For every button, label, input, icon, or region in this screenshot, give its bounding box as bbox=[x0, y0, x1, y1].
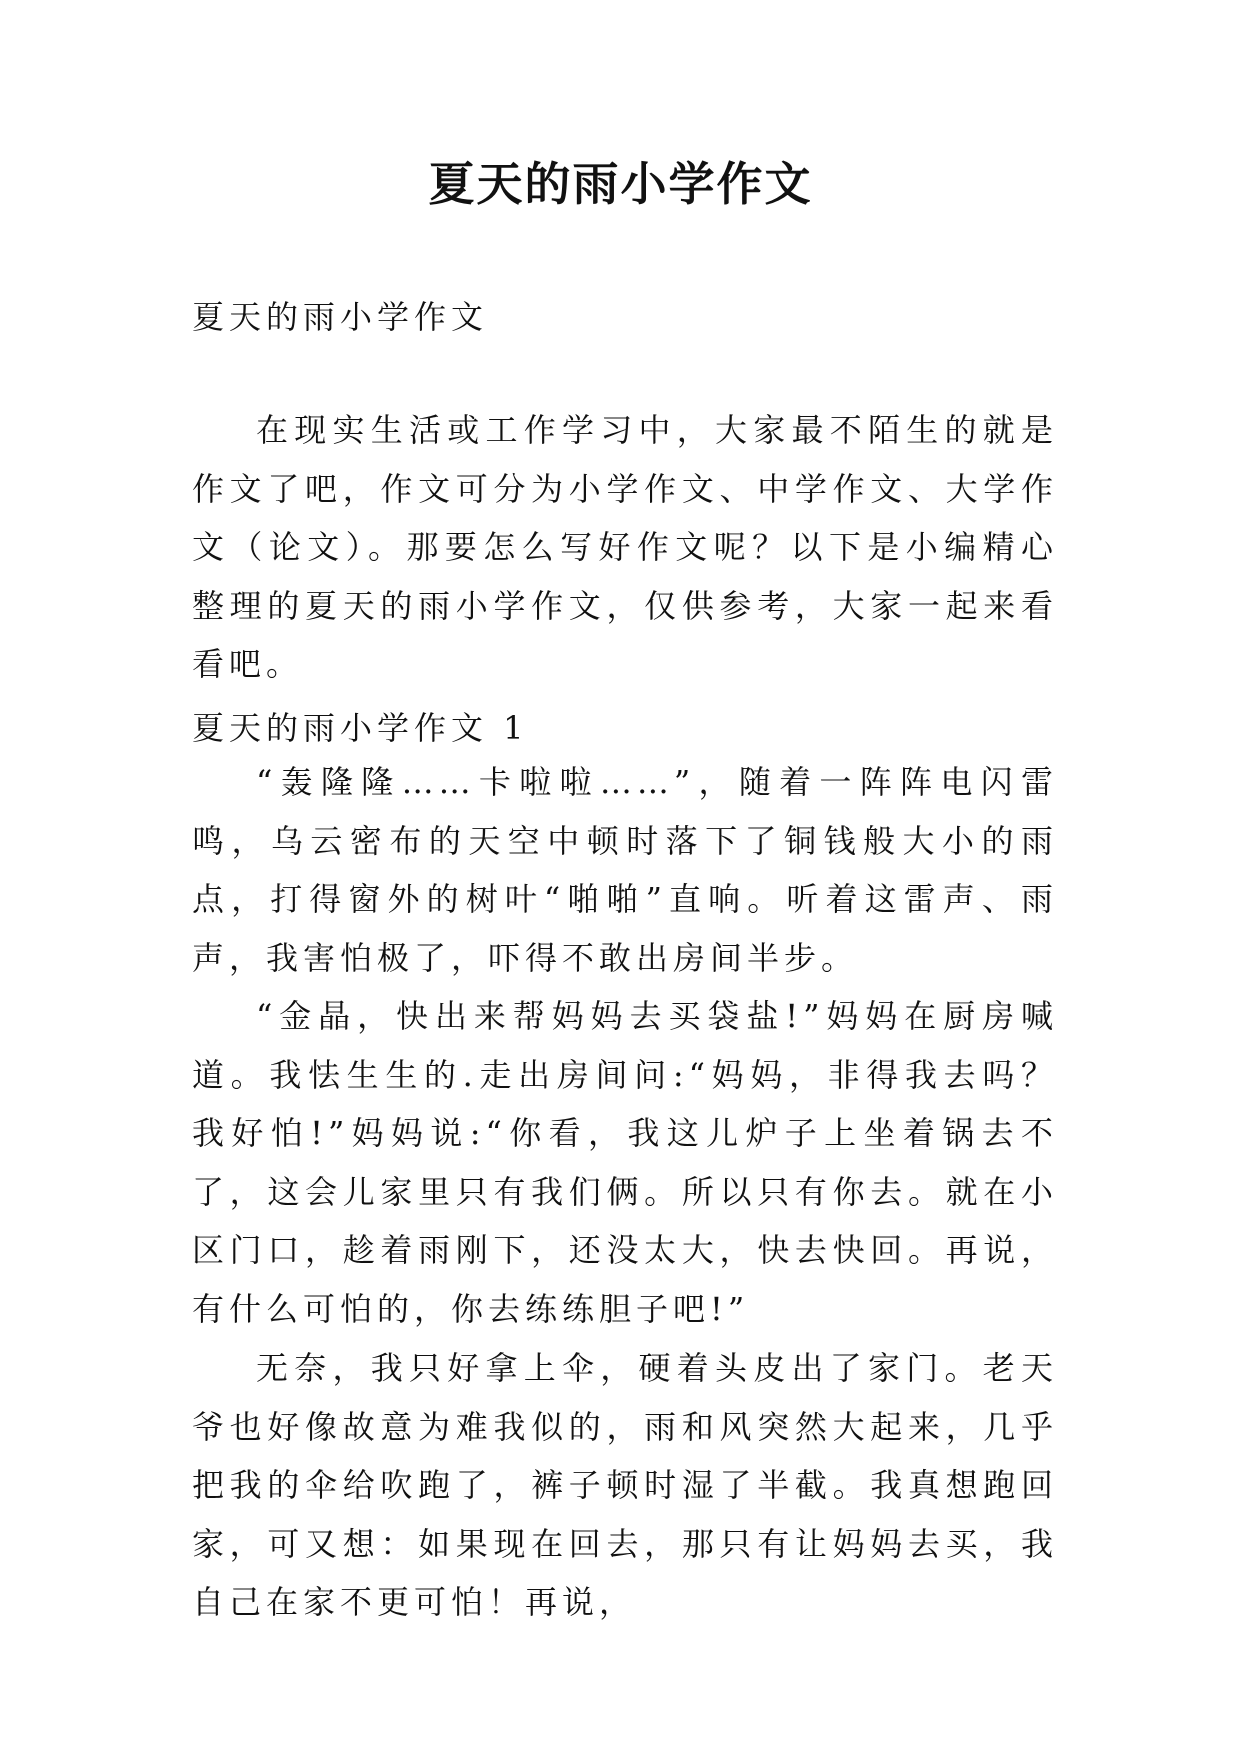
body-paragraph-1: “轰隆隆……卡啦啦……”，随着一阵阵电闪雷鸣，乌云密布的天空中顿时落下了铜钱般大小的雨点，打得窗外的树叶“啪啪”直响。听着这雷声、雨声，我害怕极了，吓得不敢出房间半步。 bbox=[192, 763, 1058, 977]
document-subtitle: 夏天的雨小学作文 bbox=[192, 298, 489, 336]
intro-paragraph: 在现实生活或工作学习中，大家最不陌生的就是作文了吧，作文可分为小学作文、中学作文、大学作文（论文）。那要怎么写好作文呢？以下是小编精心整理的夏天的雨小学作文，仅供参考，大家一起来看看吧。 bbox=[192, 411, 1058, 683]
body-paragraph-3: 无奈，我只好拿上伞，硬着头皮出了家门。老天爷也好像故意为难我似的，雨和风突然大起来，几乎把我的伞给吹跑了，裤子顿时湿了半截。我真想跑回家，可又想：如果现在回去，那只有让妈妈去买，我自己在家不更可怕！再说， bbox=[192, 1349, 1058, 1621]
body-paragraph-2: “金晶，快出来帮妈妈去买袋盐!”妈妈在厨房喊道。我怯生生的.走出房间问:“妈妈，非得我去吗？我好怕!”妈妈说:“你看，我这儿炉子上坐着锅去不了，这会儿家里只有我们俩。所以只有你去。就在小区门口，趁着雨刚下，还没太大，快去快回。再说，有什么可怕的，你去练练胆子吧!” bbox=[192, 997, 1058, 1328]
document-title: 夏天的雨小学作文 bbox=[428, 157, 813, 211]
section-heading: 夏天的雨小学作文 1 bbox=[192, 709, 529, 747]
